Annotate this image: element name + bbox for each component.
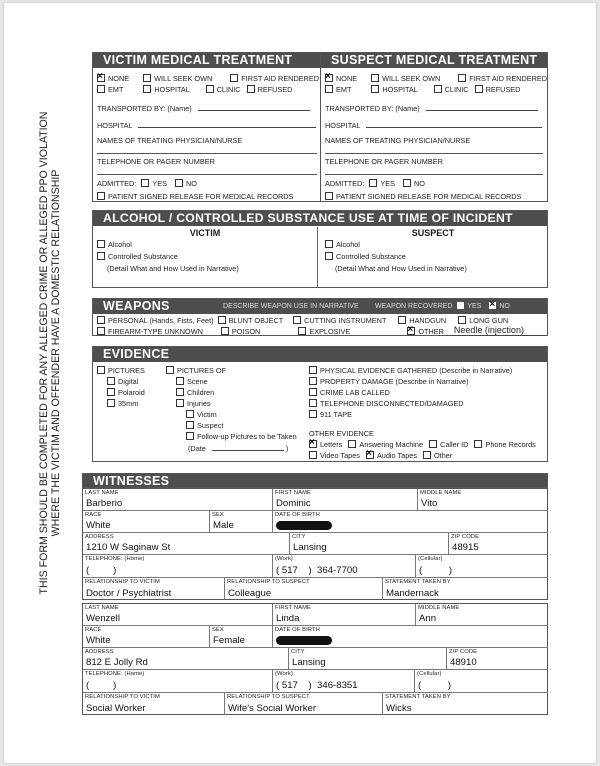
evidence-letters-option[interactable]: ×Letters — [309, 440, 342, 449]
witness1-work-phone[interactable]: (Work) ( 517 ) 364-7700 — [273, 555, 416, 578]
alcohol-victim-column — [93, 227, 318, 287]
evidence-physical-option[interactable]: PHYSICAL EVIDENCE GATHERED (Describe in Narrative) — [309, 366, 512, 375]
checkbox[interactable] — [186, 432, 194, 440]
suspect-hospital-label: HOSPITAL — [325, 121, 361, 130]
weapons-section — [92, 298, 548, 336]
checkbox[interactable] — [298, 327, 306, 335]
weapon-cutting-option[interactable]: CUTTING INSTRUMENT — [293, 316, 386, 325]
witness2-address[interactable]: ADDRESS 812 E Jolly Rd — [83, 648, 289, 670]
checkbox[interactable] — [97, 192, 105, 200]
victim-first-aid-option[interactable]: FIRST AID RENDERED — [230, 74, 319, 83]
suspect-admitted-label: ADMITTED: — [325, 179, 365, 188]
witness2-middle-name[interactable]: MIDDLE NAME Ann — [416, 604, 548, 626]
checkbox[interactable] — [325, 252, 333, 260]
witness2-rel-suspect[interactable]: RELATIONSHIP TO SUSPECT Wife's Social Worker — [225, 693, 383, 715]
checkbox[interactable] — [143, 74, 151, 82]
suspect-alcohol-option[interactable]: Alcohol — [319, 240, 547, 249]
checkbox[interactable] — [107, 388, 115, 396]
victim-admitted-no[interactable]: NO — [175, 179, 197, 188]
witness1-address[interactable]: ADDRESS 1210 W Saginaw St — [83, 533, 290, 555]
evidence-callerid-option[interactable]: Caller ID — [429, 440, 468, 449]
evidence-children-option[interactable]: Children — [176, 388, 214, 397]
victim-alcohol-detail: (Detail What and How Used in Narrative) — [107, 264, 239, 273]
checkbox[interactable] — [143, 85, 151, 93]
suspect-alcohol-detail: (Detail What and How Used in Narrative) — [335, 264, 467, 273]
checkbox[interactable] — [371, 85, 379, 93]
victim-release-option[interactable]: PATIENT SIGNED RELEASE FOR MEDICAL RECORDS — [97, 192, 293, 201]
suspect-hospital-input[interactable] — [366, 120, 542, 128]
checkbox[interactable] — [309, 440, 317, 448]
checkbox[interactable] — [230, 74, 238, 82]
witness2-zip[interactable]: ZIP CODE 48910 — [447, 648, 548, 670]
alcohol-title: ALCOHOL / CONTROLLED SUBSTANCE USE AT TIME OF INCIDENT — [93, 211, 547, 226]
weapon-firearm-unknown-option[interactable]: FIREARM-TYPE UNKNOWN — [97, 327, 203, 336]
witness2-rel-victim[interactable]: RELATIONSHIP TO VICTIM Social Worker — [83, 693, 225, 715]
suspect-medical-section — [320, 52, 548, 202]
checkbox[interactable] — [348, 440, 356, 448]
checkbox[interactable] — [97, 316, 105, 324]
checkbox[interactable] — [325, 240, 333, 248]
checkbox[interactable] — [434, 85, 442, 93]
witness1-last-name[interactable]: LAST NAME Barberio — [83, 489, 273, 511]
witness2-home-phone[interactable]: TELEPHONE: (Home) ( ) — [83, 670, 273, 693]
checkbox[interactable] — [475, 85, 483, 93]
victim-physician-label: NAMES OF TREATING PHYSICIAN/NURSE — [97, 136, 243, 145]
suspect-transported-input[interactable] — [426, 103, 538, 111]
checkbox[interactable] — [489, 302, 496, 309]
checkbox[interactable] — [97, 252, 105, 260]
weapon-explosive-option[interactable]: EXPLOSIVE — [298, 327, 350, 336]
weapon-recovered-group — [375, 299, 510, 314]
evidence-injuries-suspect-option[interactable]: Suspect — [186, 421, 223, 430]
other-evidence-label: OTHER EVIDENCE — [309, 429, 374, 438]
witness1-first-name[interactable]: FIRST NAME Dominic — [273, 489, 418, 511]
victim-will-seek-own-option[interactable]: WILL SEEK OWN — [143, 74, 212, 83]
weapon-recovered-no[interactable]: × NO — [489, 303, 510, 310]
suspect-medical-title: SUSPECT MEDICAL TREATMENT — [321, 53, 547, 68]
checkbox[interactable] — [166, 366, 174, 374]
witness1-sex[interactable]: SEX Male — [210, 511, 273, 533]
checkbox[interactable] — [423, 451, 431, 459]
witness2-cell-phone[interactable]: (Cellular) ( ) — [415, 670, 548, 693]
checkbox[interactable] — [371, 74, 379, 82]
evidence-followup-option[interactable]: Follow-up Pictures to be Taken — [186, 432, 297, 441]
victim-transported-label: TRANSPORTED BY: (Name) — [97, 104, 192, 113]
suspect-transported-label: TRANSPORTED BY: (Name) — [325, 104, 420, 113]
checkbox[interactable] — [107, 377, 115, 385]
checkbox[interactable] — [206, 85, 214, 93]
evidence-date-close: ) — [285, 444, 289, 453]
weapon-poison-option[interactable]: POISON — [221, 327, 260, 336]
checkbox[interactable] — [247, 85, 255, 93]
witness1-city[interactable]: CITY Lansing — [290, 533, 449, 555]
redaction-mark — [276, 636, 332, 645]
witness2-first-name[interactable]: FIRST NAME Linda — [273, 604, 416, 626]
evidence-35mm-option[interactable]: 35mm — [107, 399, 138, 408]
checkbox[interactable] — [176, 377, 184, 385]
victim-transported-input[interactable] — [198, 103, 310, 111]
redaction-mark — [276, 521, 332, 530]
checkbox[interactable] — [325, 74, 333, 82]
weapons-header — [93, 299, 547, 314]
victim-emt-option[interactable]: EMT — [97, 85, 123, 94]
checkbox[interactable] — [309, 451, 317, 459]
checkbox[interactable] — [218, 316, 226, 324]
witnesses-title: WITNESSES — [82, 473, 548, 488]
evidence-property-option[interactable]: PROPERTY DAMAGE (Describe in Narrative) — [309, 377, 469, 386]
evidence-audio-option[interactable]: × Audio Tapes — [366, 451, 417, 460]
checkbox[interactable] — [186, 410, 194, 418]
evidence-digital-option[interactable]: Digital — [107, 377, 138, 386]
checkbox[interactable] — [175, 179, 183, 187]
checkbox[interactable] — [186, 421, 194, 429]
witness2-last-name[interactable]: LAST NAME Wenzell — [83, 604, 273, 626]
checkbox[interactable] — [97, 327, 105, 335]
checkbox[interactable] — [107, 399, 115, 407]
victim-physician-input[interactable] — [97, 153, 317, 154]
victim-refused-option[interactable]: REFUSED — [247, 85, 293, 94]
alcohol-suspect-heading: SUSPECT — [411, 228, 455, 238]
checkbox[interactable] — [325, 192, 333, 200]
checkbox[interactable] — [429, 440, 437, 448]
suspect-will-seek-own-option[interactable]: WILL SEEK OWN — [371, 74, 440, 83]
witness2-sex[interactable]: SEX Female — [210, 626, 273, 648]
victim-telephone-input[interactable] — [97, 174, 317, 175]
evidence-pictures-option[interactable]: PICTURES — [97, 366, 145, 375]
evidence-pictures-of-option[interactable]: PICTURES OF — [166, 366, 226, 375]
suspect-first-aid-option[interactable]: FIRST AID RENDERED — [458, 74, 547, 83]
witness-record-2 — [82, 603, 548, 715]
weapon-personal-option[interactable]: PERSONAL (Hands, Fists, Feet) — [97, 316, 214, 325]
checkbox[interactable] — [97, 240, 105, 248]
weapon-handgun-option[interactable]: HANDGUN — [398, 316, 446, 325]
victim-alcohol-option[interactable]: Alcohol — [93, 240, 317, 249]
evidence-crimelab-option[interactable]: CRIME LAB CALLED — [309, 388, 390, 397]
witness1-zip[interactable]: ZIP CODE 48915 — [449, 533, 548, 555]
victim-clinic-option[interactable]: CLINIC — [206, 85, 241, 94]
checkbox[interactable] — [458, 74, 466, 82]
witness1-statement-by[interactable]: STATEMENT TAKEN BY Mandernack — [385, 579, 451, 599]
suspect-refused-option[interactable]: REFUSED — [475, 85, 521, 94]
checkbox[interactable] — [176, 399, 184, 407]
victim-telephone-label: TELEPHONE OR PAGER NUMBER — [97, 157, 215, 166]
witness2-city[interactable]: CITY Lansing — [289, 648, 447, 670]
weapons-describe-hint: DESCRIBE WEAPON USE IN NARRATIVE — [223, 303, 359, 310]
victim-medical-section — [92, 52, 322, 202]
suspect-telephone-input[interactable] — [325, 174, 543, 175]
evidence-other-option[interactable]: Other — [423, 451, 452, 460]
weapon-blunt-option[interactable]: BLUNT OBJECT — [218, 316, 283, 325]
victim-controlled-option[interactable]: Controlled Substance — [93, 252, 317, 261]
checkbox[interactable] — [309, 377, 317, 385]
witness1-race[interactable]: RACE White — [83, 511, 210, 533]
side-note-line1: THIS FORM SHOULD BE COMPLETED FOR ANY ALLEGED CRIME OR ALLEGED PPO VIOLATION — [38, 111, 50, 595]
suspect-physician-label: NAMES OF TREATING PHYSICIAN/NURSE — [325, 136, 471, 145]
witness1-home-phone[interactable]: TELEPHONE: (Home) ( ) — [83, 555, 273, 578]
victim-hospital-input[interactable] — [138, 120, 316, 128]
checkbox[interactable] — [474, 440, 482, 448]
checkbox[interactable] — [309, 388, 317, 396]
weapon-recovered-label: WEAPON RECOVERED — [375, 303, 453, 310]
checkbox[interactable] — [97, 74, 105, 82]
evidence-title: EVIDENCE — [93, 347, 547, 362]
witness1-middle-name[interactable]: MIDDLE NAME Vito — [418, 489, 548, 511]
checkbox[interactable] — [309, 399, 317, 407]
checkbox[interactable] — [97, 85, 105, 93]
victim-medical-title: VICTIM MEDICAL TREATMENT — [93, 53, 321, 68]
weapon-recovered-yes[interactable]: YES — [457, 303, 481, 310]
evidence-injuries-victim-option[interactable]: Victim — [186, 410, 217, 419]
checkbox[interactable] — [309, 410, 317, 418]
victim-hospital-label: HOSPITAL — [97, 121, 133, 130]
weapon-other-input[interactable]: Needle (injection) — [450, 326, 545, 336]
suspect-clinic-option[interactable]: CLINIC — [434, 85, 469, 94]
alcohol-victim-heading: VICTIM — [189, 228, 221, 238]
checkbox[interactable] — [458, 316, 466, 324]
witness1-rel-suspect[interactable]: RELATIONSHIP TO SUSPECT Colleague — [225, 578, 383, 600]
weapons-title: WEAPONS — [103, 299, 170, 313]
suspect-none-option[interactable]: ×NONE — [325, 74, 357, 83]
evidence-date-label: (Date — [188, 444, 206, 453]
evidence-phonerecords-option[interactable]: Phone Records — [474, 440, 535, 449]
suspect-hospital-option[interactable]: HOSPITAL — [371, 85, 417, 94]
suspect-release-option[interactable]: PATIENT SIGNED RELEASE FOR MEDICAL RECORDS — [325, 192, 521, 201]
side-note-line2: WHERE THE VICTIM AND OFFENDER HAVE A DOMESTIC RELATIONSHIP — [50, 169, 62, 537]
evidence-section — [92, 346, 548, 462]
suspect-admitted-yes[interactable]: YES — [369, 179, 395, 188]
checkbox[interactable] — [398, 316, 406, 324]
alcohol-suspect-column — [319, 227, 547, 287]
evidence-video-option[interactable]: Video Tapes — [309, 451, 360, 460]
checkbox[interactable] — [97, 366, 105, 374]
witness1-rel-victim[interactable]: RELATIONSHIP TO VICTIM Doctor / Psychiatrist — [83, 578, 225, 600]
checkbox[interactable] — [366, 451, 374, 459]
victim-admitted-yes[interactable]: YES — [141, 179, 167, 188]
witness1-cell-phone[interactable]: (Cellular) ( ) — [416, 555, 548, 578]
checkbox[interactable] — [141, 179, 149, 187]
evidence-telephone-option[interactable]: TELEPHONE DISCONNECTED/DAMAGED — [309, 399, 464, 408]
checkbox[interactable] — [325, 85, 333, 93]
evidence-scene-option[interactable]: Scene — [176, 377, 208, 386]
suspect-physician-input[interactable] — [325, 153, 543, 154]
checkbox[interactable] — [176, 388, 184, 396]
evidence-injuries-option[interactable]: Injuries — [176, 399, 211, 408]
checkbox[interactable] — [369, 179, 377, 187]
checkbox[interactable] — [309, 366, 317, 374]
witness2-dob[interactable]: DATE OF BIRTH — [273, 626, 548, 648]
suspect-admitted-no[interactable]: NO — [403, 179, 425, 188]
victim-hospital-option[interactable]: HOSPITAL — [143, 85, 189, 94]
suspect-telephone-label: TELEPHONE OR PAGER NUMBER — [325, 157, 443, 166]
checkbox[interactable] — [403, 179, 411, 187]
witnesses-section — [82, 473, 548, 714]
witness1-dob[interactable]: DATE OF BIRTH — [273, 511, 548, 533]
checkbox[interactable] — [293, 316, 301, 324]
evidence-911-option[interactable]: 911 TAPE — [309, 410, 352, 419]
victim-none-option[interactable]: ×NONE — [97, 74, 129, 83]
alcohol-section — [92, 210, 548, 288]
weapon-other-option[interactable]: × OTHER — [407, 327, 444, 336]
evidence-answering-option[interactable]: Answering Machine — [348, 440, 423, 449]
checkbox[interactable] — [221, 327, 229, 335]
evidence-date-input[interactable] — [212, 443, 284, 451]
weapons-row2 — [97, 326, 545, 336]
form-page — [4, 3, 596, 763]
witness2-race[interactable]: RACE White — [83, 626, 210, 648]
witness-record-1 — [82, 488, 548, 600]
evidence-polaroid-option[interactable]: Polaroid — [107, 388, 145, 397]
side-note — [38, 73, 62, 633]
witness2-statement-by[interactable]: STATEMENT TAKEN BY Wicks — [385, 694, 451, 714]
victim-admitted-label: ADMITTED: — [97, 179, 137, 188]
checkbox[interactable] — [407, 327, 415, 335]
witness2-work-phone[interactable]: (Work) ( 517 ) 346-8351 — [273, 670, 415, 693]
suspect-emt-option[interactable]: EMT — [325, 85, 351, 94]
weapon-longgun-option[interactable]: LONG GUN — [458, 316, 508, 325]
suspect-controlled-option[interactable]: Controlled Substance — [319, 252, 547, 261]
checkbox[interactable] — [457, 302, 464, 309]
